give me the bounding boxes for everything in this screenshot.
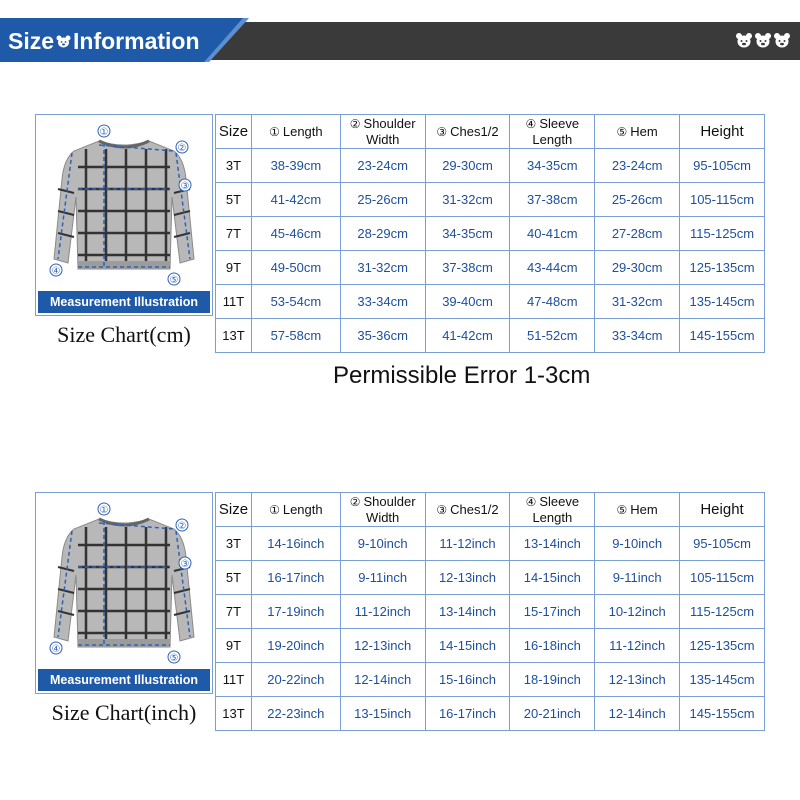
measurement-cell: 12-13inch: [425, 561, 510, 595]
column-number-marker: ③: [436, 124, 448, 139]
measurement-marker-label: ②: [177, 521, 187, 532]
measurement-cell: 31-32cm: [595, 285, 680, 319]
measurement-cell: 145-155cm: [680, 319, 765, 353]
size-cell: 13T: [216, 697, 252, 731]
measurement-cell: 14-16inch: [251, 527, 340, 561]
size-cell: 9T: [216, 251, 252, 285]
measurement-cell: 27-28cm: [595, 217, 680, 251]
measurement-cell: 9-11inch: [340, 561, 425, 595]
measurement-marker-label: ③: [180, 559, 190, 570]
measurement-cell: 16-17inch: [425, 697, 510, 731]
measurement-marker-label: ④: [51, 644, 61, 655]
measurement-cell: 11-12inch: [340, 595, 425, 629]
measurement-cell: 10-12inch: [595, 595, 680, 629]
column-header: [251, 115, 340, 149]
sweater-image: [44, 119, 204, 289]
measurement-cell: 41-42cm: [251, 183, 340, 217]
table-row: [216, 527, 765, 561]
table-row: [216, 595, 765, 629]
measurement-cell: 40-41cm: [510, 217, 595, 251]
size-cell: 5T: [216, 561, 252, 595]
measurement-cell: 53-54cm: [251, 285, 340, 319]
measurement-marker-label: ④: [51, 266, 61, 277]
measurement-illustration: [35, 114, 213, 316]
measurement-cell: 18-19inch: [510, 663, 595, 697]
measurement-cell: 20-21inch: [510, 697, 595, 731]
measurement-cell: 12-13inch: [340, 629, 425, 663]
measurement-cell: 12-13inch: [595, 663, 680, 697]
title-size-word: Size: [8, 27, 55, 54]
size-column-header: Size: [216, 493, 252, 527]
column-header-label: Ches1/2: [450, 501, 499, 517]
measurement-cell: 41-42cm: [425, 319, 510, 353]
size-cell: 7T: [216, 217, 252, 251]
table-row: [216, 149, 765, 183]
column-header: [510, 115, 595, 149]
illustration-caption: Measurement Illustration: [38, 669, 210, 691]
measurement-cell: 105-115cm: [680, 561, 765, 595]
measurement-cell: 57-58cm: [251, 319, 340, 353]
column-header: [251, 493, 340, 527]
measurement-marker-label: ①: [99, 127, 109, 138]
sweater-hem-band: [78, 639, 170, 647]
table-row: [216, 663, 765, 697]
measurement-cell: 115-125cm: [680, 595, 765, 629]
measurement-cell: 95-105cm: [680, 527, 765, 561]
measurement-cell: 15-17inch: [510, 595, 595, 629]
measurement-cell: 19-20inch: [251, 629, 340, 663]
measurement-cell: 11-12inch: [595, 629, 680, 663]
measurement-cell: 39-40cm: [425, 285, 510, 319]
measurement-cell: 31-32cm: [425, 183, 510, 217]
size-cell: 9T: [216, 629, 252, 663]
height-column-header: Height: [680, 493, 765, 527]
size-table-cm: [215, 114, 765, 353]
measurement-cell: 14-15inch: [510, 561, 595, 595]
table-row: [216, 183, 765, 217]
sweater-body: [54, 141, 194, 269]
column-header-label: Hem: [630, 501, 658, 517]
measurement-cell: 34-35cm: [425, 217, 510, 251]
size-cell: 3T: [216, 527, 252, 561]
measurement-marker-label: ①: [99, 505, 109, 516]
measurement-cell: 25-26cm: [595, 183, 680, 217]
table-row: [216, 561, 765, 595]
measurement-cell: 9-10inch: [340, 527, 425, 561]
measurement-cell: 23-24cm: [340, 149, 425, 183]
column-header: [340, 115, 425, 149]
measurement-cell: 34-35cm: [510, 149, 595, 183]
bear-icon: [56, 35, 71, 48]
measurement-cell: 22-23inch: [251, 697, 340, 731]
chart-label-inch: Size Chart(inch): [51, 700, 197, 725]
column-header-label: Length: [282, 123, 323, 139]
size-table-inch: [215, 492, 765, 731]
measurement-cell: 16-17inch: [251, 561, 340, 595]
column-header: [595, 115, 680, 149]
measurement-marker-label: ⑤: [169, 275, 179, 286]
measurement-cell: 15-16inch: [425, 663, 510, 697]
column-header-label: Shoulder Width: [363, 494, 416, 525]
size-cell: 3T: [216, 149, 252, 183]
measurement-cell: 17-19inch: [251, 595, 340, 629]
size-cell: 5T: [216, 183, 252, 217]
column-header: [425, 493, 510, 527]
table-row: [216, 319, 765, 353]
measurement-cell: 145-155cm: [680, 697, 765, 731]
table-row: [216, 697, 765, 731]
measurement-marker-label: ②: [177, 143, 187, 154]
illustration-caption: Measurement Illustration: [38, 291, 210, 313]
table-row: [216, 217, 765, 251]
measurement-cell: 47-48cm: [510, 285, 595, 319]
column-header: [510, 493, 595, 527]
measurement-illustration: [35, 492, 213, 694]
measurement-cell: 45-46cm: [251, 217, 340, 251]
measurement-marker-label: ③: [180, 181, 190, 192]
permissible-error-note: Permissible Error 1-3cm: [333, 362, 591, 389]
measurement-cell: 105-115cm: [680, 183, 765, 217]
measurement-cell: 35-36cm: [340, 319, 425, 353]
measurement-cell: 51-52cm: [510, 319, 595, 353]
measurement-cell: 29-30cm: [425, 149, 510, 183]
measurement-cell: 13-14inch: [510, 527, 595, 561]
measurement-cell: 31-32cm: [340, 251, 425, 285]
column-header-label: Sleeve Length: [532, 494, 580, 525]
measurement-cell: 13-14inch: [425, 595, 510, 629]
measurement-cell: 20-22inch: [251, 663, 340, 697]
column-header: [340, 493, 425, 527]
size-cell: 11T: [216, 663, 252, 697]
column-number-marker: ②: [349, 495, 361, 509]
measurement-cell: 9-11inch: [595, 561, 680, 595]
bear-icon: [774, 33, 790, 48]
bear-icon: [736, 33, 752, 48]
measurement-cell: 28-29cm: [340, 217, 425, 251]
measurement-cell: 38-39cm: [251, 149, 340, 183]
column-header: [595, 493, 680, 527]
column-header: [425, 115, 510, 149]
measurement-cell: 33-34cm: [340, 285, 425, 319]
measurement-cell: 95-105cm: [680, 149, 765, 183]
measurement-cell: 11-12inch: [425, 527, 510, 561]
measurement-cell: 115-125cm: [680, 217, 765, 251]
height-column-header: Height: [680, 115, 765, 149]
bear-icon: [755, 33, 771, 48]
column-number-marker: ⑤: [616, 502, 628, 517]
measurement-cell: 29-30cm: [595, 251, 680, 285]
header-bear-icons: [736, 33, 790, 48]
column-number-marker: ④: [525, 117, 537, 131]
column-number-marker: ④: [525, 495, 537, 509]
measurement-cell: 14-15inch: [425, 629, 510, 663]
measurement-marker-label: ⑤: [169, 653, 179, 664]
sweater-hem-band: [78, 261, 170, 269]
table-row: [216, 251, 765, 285]
column-header-label: Sleeve Length: [532, 116, 580, 147]
sweater-body: [54, 519, 194, 647]
measurement-cell: 43-44cm: [510, 251, 595, 285]
size-cell: 7T: [216, 595, 252, 629]
column-number-marker: ②: [349, 117, 361, 131]
column-number-marker: ③: [436, 502, 448, 517]
measurement-cell: 37-38cm: [425, 251, 510, 285]
measurement-cell: 9-10inch: [595, 527, 680, 561]
page-title: [8, 27, 200, 55]
column-header-label: Shoulder Width: [363, 116, 416, 147]
column-number-marker: ①: [269, 502, 280, 517]
column-header-label: Ches1/2: [450, 123, 499, 139]
measurement-cell: 12-14inch: [340, 663, 425, 697]
column-number-marker: ①: [269, 124, 280, 139]
measurement-cell: 125-135cm: [680, 251, 765, 285]
chart-label-cm: Size Chart(cm): [57, 322, 191, 347]
sweater-image: [44, 497, 204, 667]
measurement-cell: 12-14inch: [595, 697, 680, 731]
measurement-cell: 135-145cm: [680, 663, 765, 697]
measurement-cell: 16-18inch: [510, 629, 595, 663]
table-header-row: [216, 115, 765, 149]
measurement-cell: 37-38cm: [510, 183, 595, 217]
measurement-cell: 135-145cm: [680, 285, 765, 319]
size-cell: 11T: [216, 285, 252, 319]
measurement-cell: 33-34cm: [595, 319, 680, 353]
size-column-header: Size: [216, 115, 252, 149]
measurement-cell: 13-15inch: [340, 697, 425, 731]
measurement-cell: 23-24cm: [595, 149, 680, 183]
table-header-row: [216, 493, 765, 527]
title-information-word: Information: [73, 27, 200, 54]
table-row: [216, 285, 765, 319]
column-header-label: Hem: [630, 123, 658, 139]
measurement-cell: 49-50cm: [251, 251, 340, 285]
size-cell: 13T: [216, 319, 252, 353]
measurement-cell: 25-26cm: [340, 183, 425, 217]
column-number-marker: ⑤: [616, 124, 628, 139]
table-row: [216, 629, 765, 663]
measurement-cell: 125-135cm: [680, 629, 765, 663]
column-header-label: Length: [282, 501, 323, 517]
